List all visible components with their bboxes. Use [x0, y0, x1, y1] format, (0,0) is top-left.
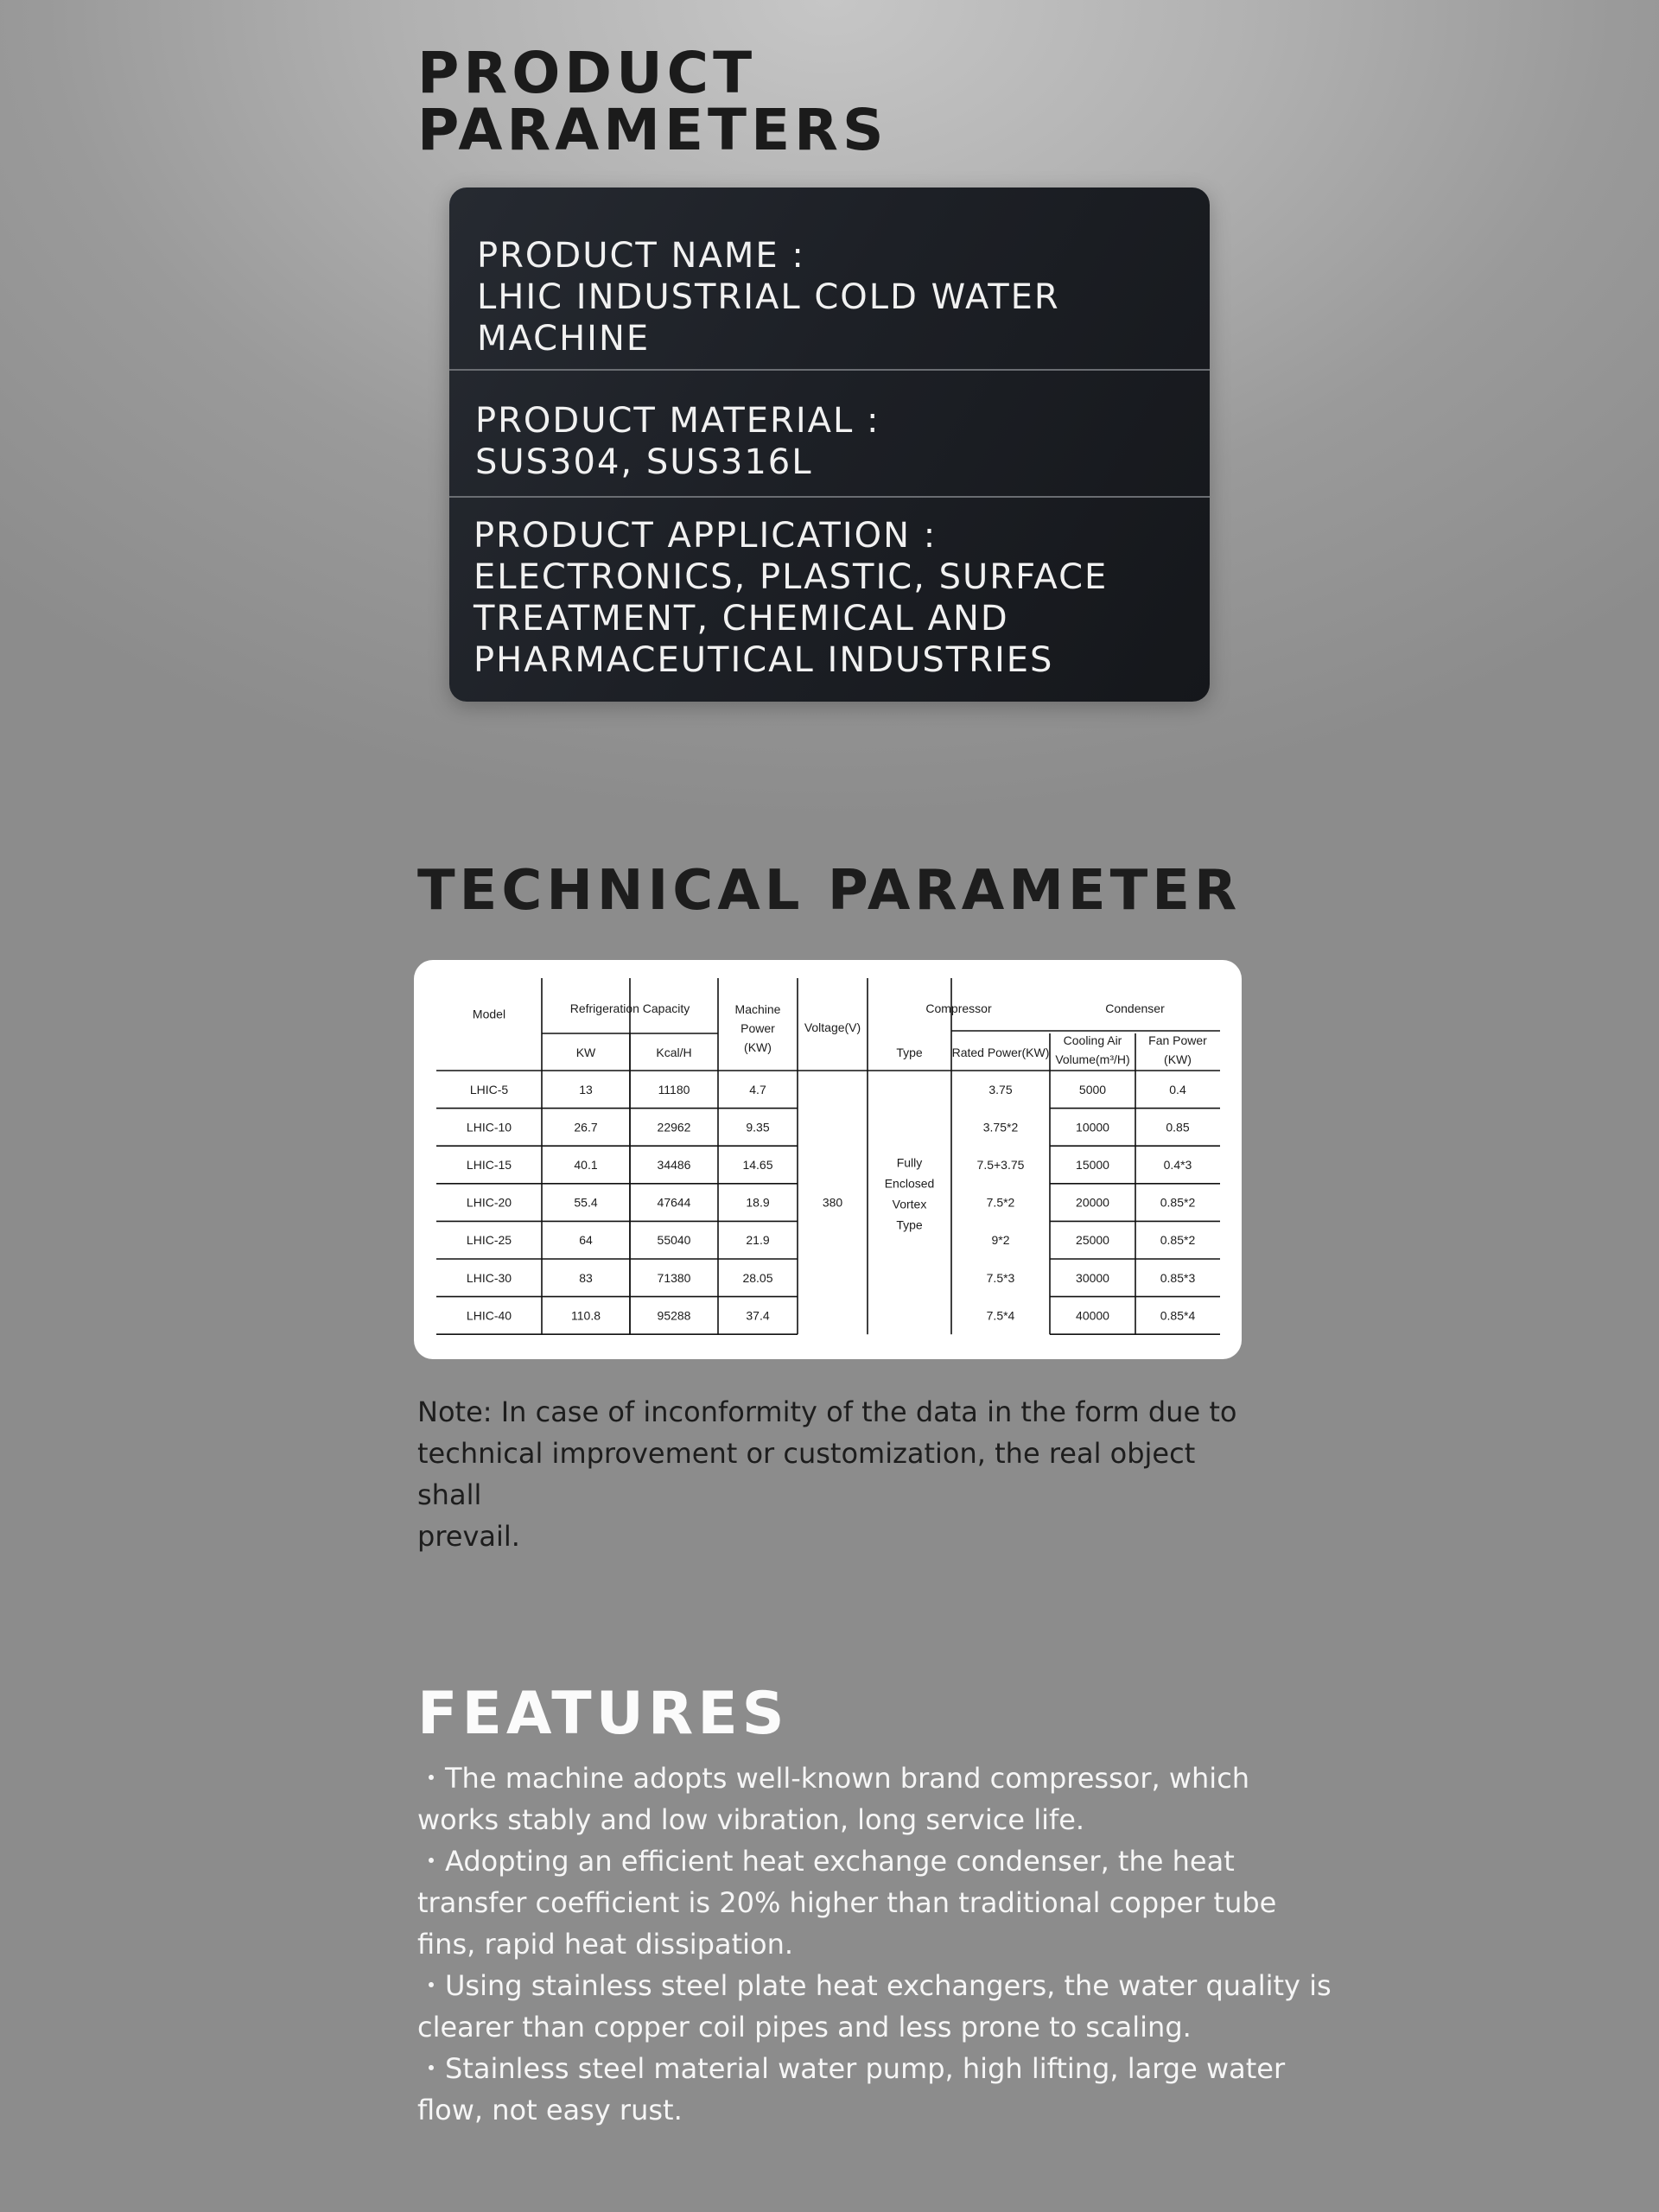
feature-line: works stably and low vibration, long service life.	[417, 1803, 1085, 1836]
features-title: FEATURES	[417, 1680, 789, 1748]
cell-rated-power: 3.75	[988, 1082, 1013, 1096]
cell-rated-power: 7.5+3.75	[976, 1158, 1025, 1172]
cell-model: LHIC-10	[466, 1120, 512, 1135]
cell-cooling-air: 5000	[1078, 1082, 1107, 1096]
header-cooling-air: Cooling Air	[1063, 1033, 1122, 1047]
header-machine-power: (KW)	[744, 1040, 772, 1054]
table-note	[417, 1391, 1264, 1557]
cell-fan-power: 0.4	[1169, 1082, 1186, 1096]
cell-model: LHIC-20	[466, 1195, 512, 1210]
product-name-value: MACHINE	[477, 319, 651, 359]
note-line: prevail.	[417, 1520, 520, 1553]
product-application-value: ELECTRONICS, PLASTIC, SURFACE	[474, 557, 1109, 597]
cell-fan-power: 0.85*2	[1160, 1233, 1196, 1248]
cell-fan-power: 0.85*2	[1160, 1195, 1196, 1210]
cell-kcal: 11180	[658, 1082, 690, 1096]
cell-model: LHIC-30	[466, 1270, 512, 1285]
spec-table-graphic	[414, 960, 1242, 1359]
cell-rated-power: 3.75*2	[982, 1120, 1019, 1135]
header-fan-power: (KW)	[1164, 1052, 1192, 1066]
cell-rated-power: 7.5*3	[986, 1270, 1015, 1285]
cell-kcal: 34486	[657, 1158, 691, 1172]
technical-parameter-table	[414, 960, 1242, 1359]
cell-kw: 13	[579, 1082, 593, 1096]
cell-machine-power: 21.9	[746, 1233, 770, 1248]
product-parameters-title	[417, 40, 1195, 163]
cell-fan-power: 0.85	[1166, 1120, 1190, 1135]
feature-line: transfer coefficient is 20% higher than traditional copper tube	[417, 1886, 1277, 1919]
cell-machine-power: 28.05	[742, 1270, 773, 1285]
feature-line: flow, not easy rust.	[417, 2094, 683, 2126]
cell-machine-power: 18.9	[746, 1195, 770, 1210]
cell-cooling-air: 20000	[1076, 1195, 1109, 1210]
header-kcal: Kcal/H	[656, 1046, 692, 1059]
cell-kw: 83	[579, 1270, 593, 1285]
compressor-type-value: Vortex	[892, 1197, 927, 1211]
title-line: PRODUCT	[417, 40, 757, 106]
header-machine-power: Machine	[734, 1002, 781, 1016]
title-line: PARAMETERS	[417, 97, 888, 163]
feature-line: clearer than copper coil pipes and less prone to scaling.	[417, 2011, 1192, 2044]
header-refrigeration-capacity: Refrigeration Capacity	[569, 1001, 690, 1015]
feature-line: ・The machine adopts well-known brand compressor, which	[417, 1762, 1250, 1795]
product-name-section	[449, 188, 1210, 370]
compressor-type-value: Type	[896, 1217, 923, 1232]
header-machine-power: Power	[741, 1021, 775, 1035]
cell-machine-power: 9.35	[746, 1120, 770, 1135]
cell-fan-power: 0.85*4	[1160, 1308, 1196, 1323]
product-application-section	[449, 498, 1210, 702]
cell-machine-power: 14.65	[742, 1158, 773, 1172]
cell-kcal: 22962	[657, 1120, 691, 1135]
header-compressor: Compressor	[925, 1001, 992, 1015]
cell-cooling-air: 10000	[1076, 1120, 1109, 1135]
header-rated-power: Rated Power(KW)	[951, 1046, 1050, 1059]
note-line: Note: In case of inconformity of the data in the form due to	[417, 1395, 1237, 1428]
cell-model: LHIC-5	[469, 1082, 509, 1096]
cell-kw: 110.8	[571, 1308, 601, 1323]
cell-fan-power: 0.4*3	[1163, 1158, 1192, 1172]
cell-model: LHIC-15	[466, 1158, 512, 1172]
cell-kcal: 55040	[657, 1233, 691, 1248]
header-model: Model	[472, 1007, 506, 1021]
product-material-section	[449, 371, 1210, 496]
feature-line: ・Stainless steel material water pump, high lifting, large water	[417, 2052, 1286, 2085]
cell-model: LHIC-25	[466, 1233, 512, 1248]
cell-fan-power: 0.85*3	[1160, 1270, 1196, 1285]
cell-machine-power: 37.4	[746, 1308, 770, 1323]
cell-rated-power: 7.5*2	[986, 1195, 1015, 1210]
cell-kcal: 71380	[657, 1270, 691, 1285]
feature-line: ・Using stainless steel plate heat exchangers, the water quality is	[417, 1969, 1332, 2002]
product-name-value: LHIC INDUSTRIAL COLD WATER	[477, 277, 1060, 317]
features-list	[417, 1758, 1332, 2131]
cell-kw: 55.4	[574, 1195, 598, 1210]
cell-cooling-air: 30000	[1076, 1270, 1109, 1285]
cell-kw: 40.1	[574, 1158, 598, 1172]
feature-line: ・Adopting an efficient heat exchange condenser, the heat	[417, 1845, 1235, 1878]
product-name-label: PRODUCT NAME :	[477, 236, 805, 276]
cell-rated-power: 9*2	[991, 1233, 1010, 1248]
cell-kw: 26.7	[574, 1120, 598, 1135]
product-application-label: PRODUCT APPLICATION :	[474, 516, 938, 556]
technical-parameter-title: TECHNICAL PARAMETER	[417, 859, 1242, 923]
header-condenser: Condenser	[1105, 1001, 1165, 1015]
header-kw: KW	[575, 1046, 596, 1059]
cell-model: LHIC-40	[466, 1308, 512, 1323]
feature-line: fins, rapid heat dissipation.	[417, 1928, 794, 1961]
cell-cooling-air: 15000	[1076, 1158, 1109, 1172]
cell-cooling-air: 25000	[1076, 1233, 1109, 1248]
header-fan-power: Fan Power	[1148, 1033, 1207, 1047]
note-line: technical improvement or customization, the real object shall	[417, 1437, 1196, 1511]
cell-kw: 64	[579, 1233, 593, 1248]
product-info-card	[449, 188, 1210, 702]
product-application-value: PHARMACEUTICAL INDUSTRIES	[474, 640, 1054, 680]
product-material-label: PRODUCT MATERIAL :	[475, 401, 880, 441]
cell-kcal: 95288	[657, 1308, 691, 1323]
header-voltage: Voltage(V)	[804, 1020, 861, 1034]
product-application-value: TREATMENT, CHEMICAL AND	[474, 599, 1009, 639]
product-material-value: SUS304, SUS316L	[475, 442, 813, 482]
header-type: Type	[896, 1046, 923, 1059]
compressor-type-value: Fully	[896, 1155, 923, 1170]
voltage-value: 380	[822, 1195, 843, 1210]
compressor-type-value: Enclosed	[884, 1176, 935, 1191]
cell-machine-power: 4.7	[749, 1082, 766, 1096]
cell-rated-power: 7.5*4	[986, 1308, 1015, 1323]
cell-kcal: 47644	[657, 1195, 691, 1210]
header-cooling-air: Volume(m³/H)	[1055, 1052, 1130, 1066]
cell-cooling-air: 40000	[1076, 1308, 1109, 1323]
